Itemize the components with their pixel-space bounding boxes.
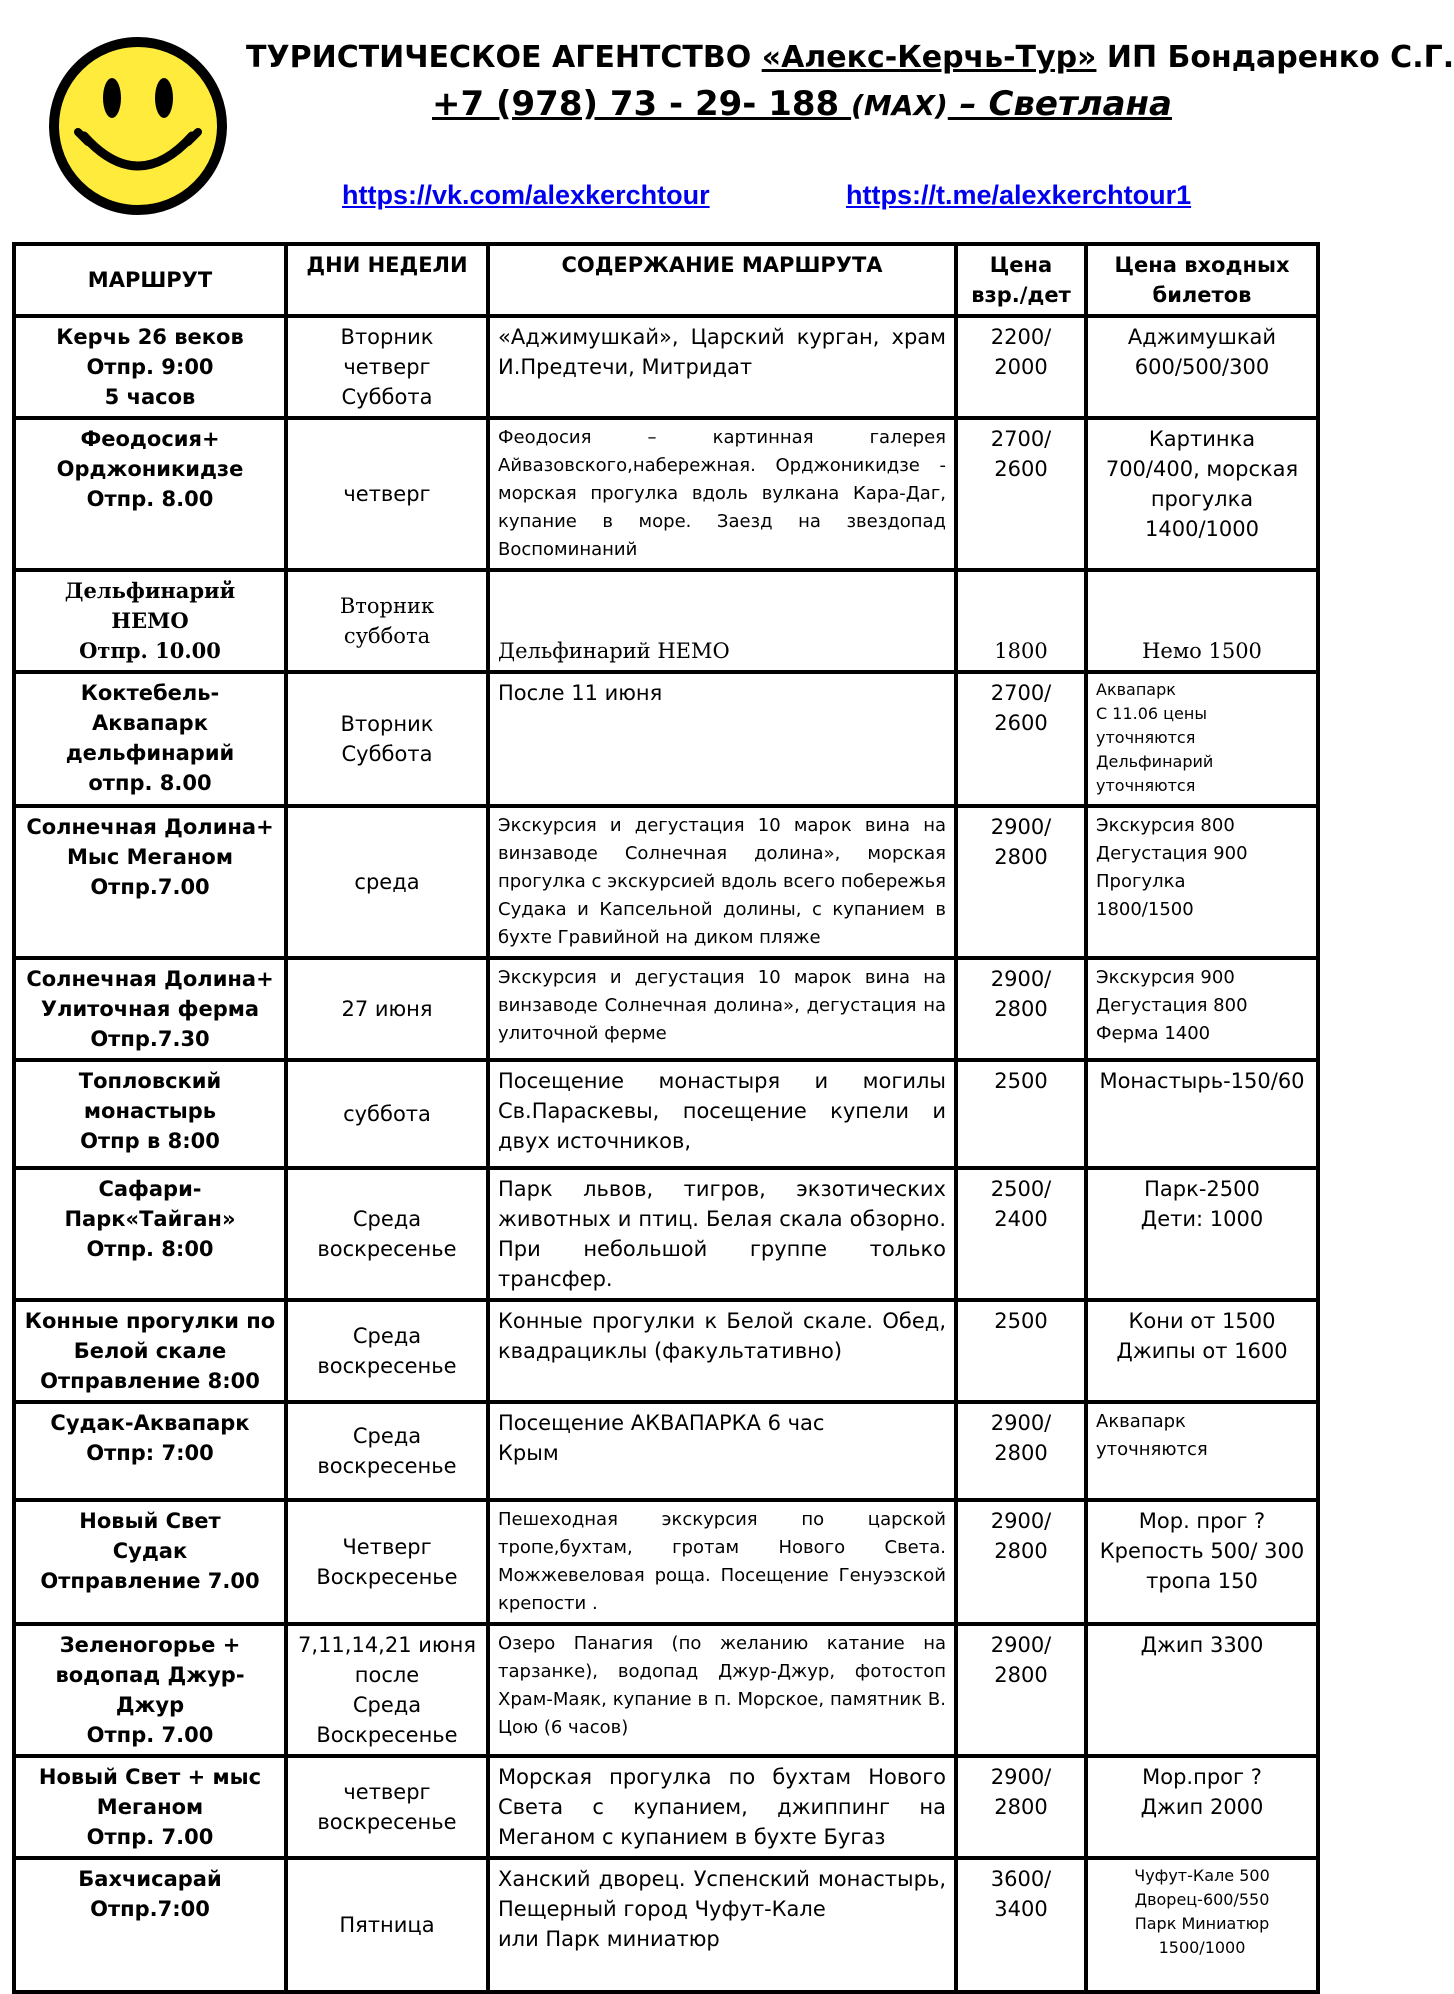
price-cell: 2700/ 2600 <box>956 418 1086 570</box>
route-cell: Топловский монастырь Отпр в 8:00 <box>14 1060 286 1168</box>
vk-link[interactable]: https://vk.com/alexkerchtour <box>342 180 710 210</box>
route-cell: Феодосия+ Орджоникидзе Отпр. 8.00 <box>14 418 286 570</box>
description-cell: Феодосия – картинная галерея Айвазовского,набережная. Орджоникидзе - морская прогулка вдоль вулкана Кара-Даг, купание в море. Заезд на звездопад Воспоминаний <box>488 418 956 570</box>
description-cell: Дельфинарий НЕМО <box>488 570 956 672</box>
phone-note: (МАХ) <box>851 89 948 122</box>
price-cell: 2500 <box>956 1300 1086 1402</box>
tickets-cell: Мор.прог ? Джип 2000 <box>1086 1756 1318 1858</box>
route-cell: Судак-Аквапарк Отпр: 7:00 <box>14 1402 286 1500</box>
price-cell: 1800 <box>956 570 1086 672</box>
route-cell: Новый Свет + мыс Меганом Отпр. 7.00 <box>14 1756 286 1858</box>
route-cell: Сафари- Парк«Тайган» Отпр. 8:00 <box>14 1168 286 1300</box>
table-row <box>14 1500 1318 1624</box>
days-cell: среда <box>286 806 488 958</box>
days-cell: Среда воскресенье <box>286 1402 488 1500</box>
price-cell: 2900/ 2800 <box>956 1624 1086 1756</box>
description-cell: Экскурсия и дегустация 10 марок вина на винзаводе Солнечная долина», дегустация на улиточной ферме <box>488 958 956 1060</box>
route-cell: Конные прогулки по Белой скале Отправление 8:00 <box>14 1300 286 1402</box>
smiley-logo-icon <box>48 36 228 216</box>
price-cell: 2500 <box>956 1060 1086 1168</box>
days-cell: суббота <box>286 1060 488 1168</box>
description-cell: Конные прогулки к Белой скале. Обед, квадрациклы (факультативно) <box>488 1300 956 1402</box>
agency-prefix: ТУРИСТИЧЕСКОЕ АГЕНТСТВО <box>246 40 762 75</box>
description-cell: Морская прогулка по бухтам Нового Света с купанием, джиппинг на Меганом с купанием в бухте Бугаз <box>488 1756 956 1858</box>
table-row <box>14 1756 1318 1858</box>
header-days: ДНИ НЕДЕЛИ <box>286 244 488 316</box>
contact-phone <box>432 84 1172 124</box>
tickets-cell: Немо 1500 <box>1086 570 1318 672</box>
price-cell: 2900/ 2800 <box>956 1500 1086 1624</box>
agency-title <box>246 40 1454 75</box>
price-cell: 2900/ 2800 <box>956 1756 1086 1858</box>
telegram-link[interactable]: https://t.me/alexkerchtour1 <box>846 180 1192 210</box>
table-row <box>14 806 1318 958</box>
table-row <box>14 1624 1318 1756</box>
header-tickets: Цена входных билетов <box>1086 244 1318 316</box>
route-cell: Зеленогорье + водопад Джур-Джур Отпр. 7.00 <box>14 1624 286 1756</box>
header-price: Цена взр./дет <box>956 244 1086 316</box>
days-cell: четверг воскресенье <box>286 1756 488 1858</box>
table-row <box>14 672 1318 806</box>
route-cell: Дельфинарий НЕМО Отпр. 10.00 <box>14 570 286 672</box>
description-cell: Посещение монастыря и могилы Св.Параскевы, посещение купели и двух источников, <box>488 1060 956 1168</box>
agency-suffix: ИП Бондаренко С.Г. <box>1096 40 1454 75</box>
phone-number[interactable]: +7 (978) 73 - 29- 188 <box>432 84 852 124</box>
tickets-cell: Чуфут-Кале 500 Дворец-600/550 Парк Миниатюр 1500/1000 <box>1086 1858 1318 1992</box>
description-cell: Посещение АКВАПАРКА 6 час Крым <box>488 1402 956 1500</box>
route-cell: Коктебель-Аквапарк дельфинарий отпр. 8.00 <box>14 672 286 806</box>
table-row <box>14 570 1318 672</box>
description-cell: Экскурсия и дегустация 10 марок вина на винзаводе Солнечная долина», морская прогулка с экскурсией вдоль всего побережья Судака и Капсельной долины, с купанием в бухте Гравийной на диком пляже <box>488 806 956 958</box>
tickets-cell: Мор. прог ? Крепость 500/ 300 тропа 150 <box>1086 1500 1318 1624</box>
route-cell: Солнечная Долина+ Улиточная ферма Отпр.7.30 <box>14 958 286 1060</box>
table-row <box>14 1858 1318 1992</box>
route-cell: Новый Свет Судак Отправление 7.00 <box>14 1500 286 1624</box>
days-cell: Пятница <box>286 1858 488 1992</box>
price-cell: 2900/ 2800 <box>956 958 1086 1060</box>
days-cell: Вторник Суббота <box>286 672 488 806</box>
contact-name: – Светлана <box>947 84 1172 124</box>
days-cell: Четверг Воскресенье <box>286 1500 488 1624</box>
price-cell: 3600/ 3400 <box>956 1858 1086 1992</box>
routes-table <box>12 242 1320 1994</box>
tickets-cell: Аквапарк уточняются <box>1086 1402 1318 1500</box>
route-cell: Керчь 26 веков Отпр. 9:00 5 часов <box>14 316 286 418</box>
route-cell: Бахчисарай Отпр.7:00 <box>14 1858 286 1992</box>
table-row <box>14 958 1318 1060</box>
table-row <box>14 1300 1318 1402</box>
description-cell: Пешеходная экскурсия по царской тропе,бухтам, гротам Нового Света. Можжевеловая роща. Посещение Генуэзской крепости . <box>488 1500 956 1624</box>
days-cell: 7,11,14,21 июня после Среда Воскресенье <box>286 1624 488 1756</box>
price-cell: 2900/ 2800 <box>956 1402 1086 1500</box>
header-route: МАРШРУТ <box>14 244 286 316</box>
price-cell: 2500/ 2400 <box>956 1168 1086 1300</box>
table-row <box>14 316 1318 418</box>
tickets-cell: Монастырь-150/60 <box>1086 1060 1318 1168</box>
table-header-row <box>14 244 1318 316</box>
days-cell: Среда воскресенье <box>286 1300 488 1402</box>
table-row <box>14 1060 1318 1168</box>
table-row <box>14 1402 1318 1500</box>
description-cell: После 11 июня <box>488 672 956 806</box>
days-cell: Среда воскресенье <box>286 1168 488 1300</box>
days-cell: 27 июня <box>286 958 488 1060</box>
tickets-cell: Аджимушкай 600/500/300 <box>1086 316 1318 418</box>
price-cell: 2200/ 2000 <box>956 316 1086 418</box>
table-row <box>14 418 1318 570</box>
table-row <box>14 1168 1318 1300</box>
route-cell: Солнечная Долина+ Мыс Меганом Отпр.7.00 <box>14 806 286 958</box>
tickets-cell: Кони от 1500 Джипы от 1600 <box>1086 1300 1318 1402</box>
price-cell: 2700/ 2600 <box>956 672 1086 806</box>
tickets-cell: Джип 3300 <box>1086 1624 1318 1756</box>
header-description: СОДЕРЖАНИЕ МАРШРУТА <box>488 244 956 316</box>
tickets-cell: Парк-2500 Дети: 1000 <box>1086 1168 1318 1300</box>
tickets-cell: Картинка 700/400, морская прогулка 1400/1000 <box>1086 418 1318 570</box>
description-cell: Парк львов, тигров, экзотических животных и птиц. Белая скала обзорно. При небольшой группе только трансфер. <box>488 1168 956 1300</box>
description-cell: «Аджимушкай», Царский курган, храм И.Предтечи, Митридат <box>488 316 956 418</box>
description-cell: Озеро Панагия (по желанию катание на тарзанке), водопад Джур-Джур, фотостоп Храм-Маяк, купание в п. Морское, памятник В. Цою (6 часов) <box>488 1624 956 1756</box>
tickets-cell: Экскурсия 900 Дегустация 800 Ферма 1400 <box>1086 958 1318 1060</box>
days-cell: Вторник четверг Суббота <box>286 316 488 418</box>
tickets-cell: Аквапарк С 11.06 цены уточняются Дельфинарий уточняются <box>1086 672 1318 806</box>
days-cell: четверг <box>286 418 488 570</box>
tickets-cell: Экскурсия 800 Дегустация 900 Прогулка 1800/1500 <box>1086 806 1318 958</box>
description-cell: Ханский дворец. Успенский монастырь, Пещерный город Чуфут-Кале или Парк миниатюр <box>488 1858 956 1992</box>
agency-name: «Алекс-Керчь-Тур» <box>761 40 1097 75</box>
days-cell: Вторник суббота <box>286 570 488 672</box>
price-cell: 2900/ 2800 <box>956 806 1086 958</box>
